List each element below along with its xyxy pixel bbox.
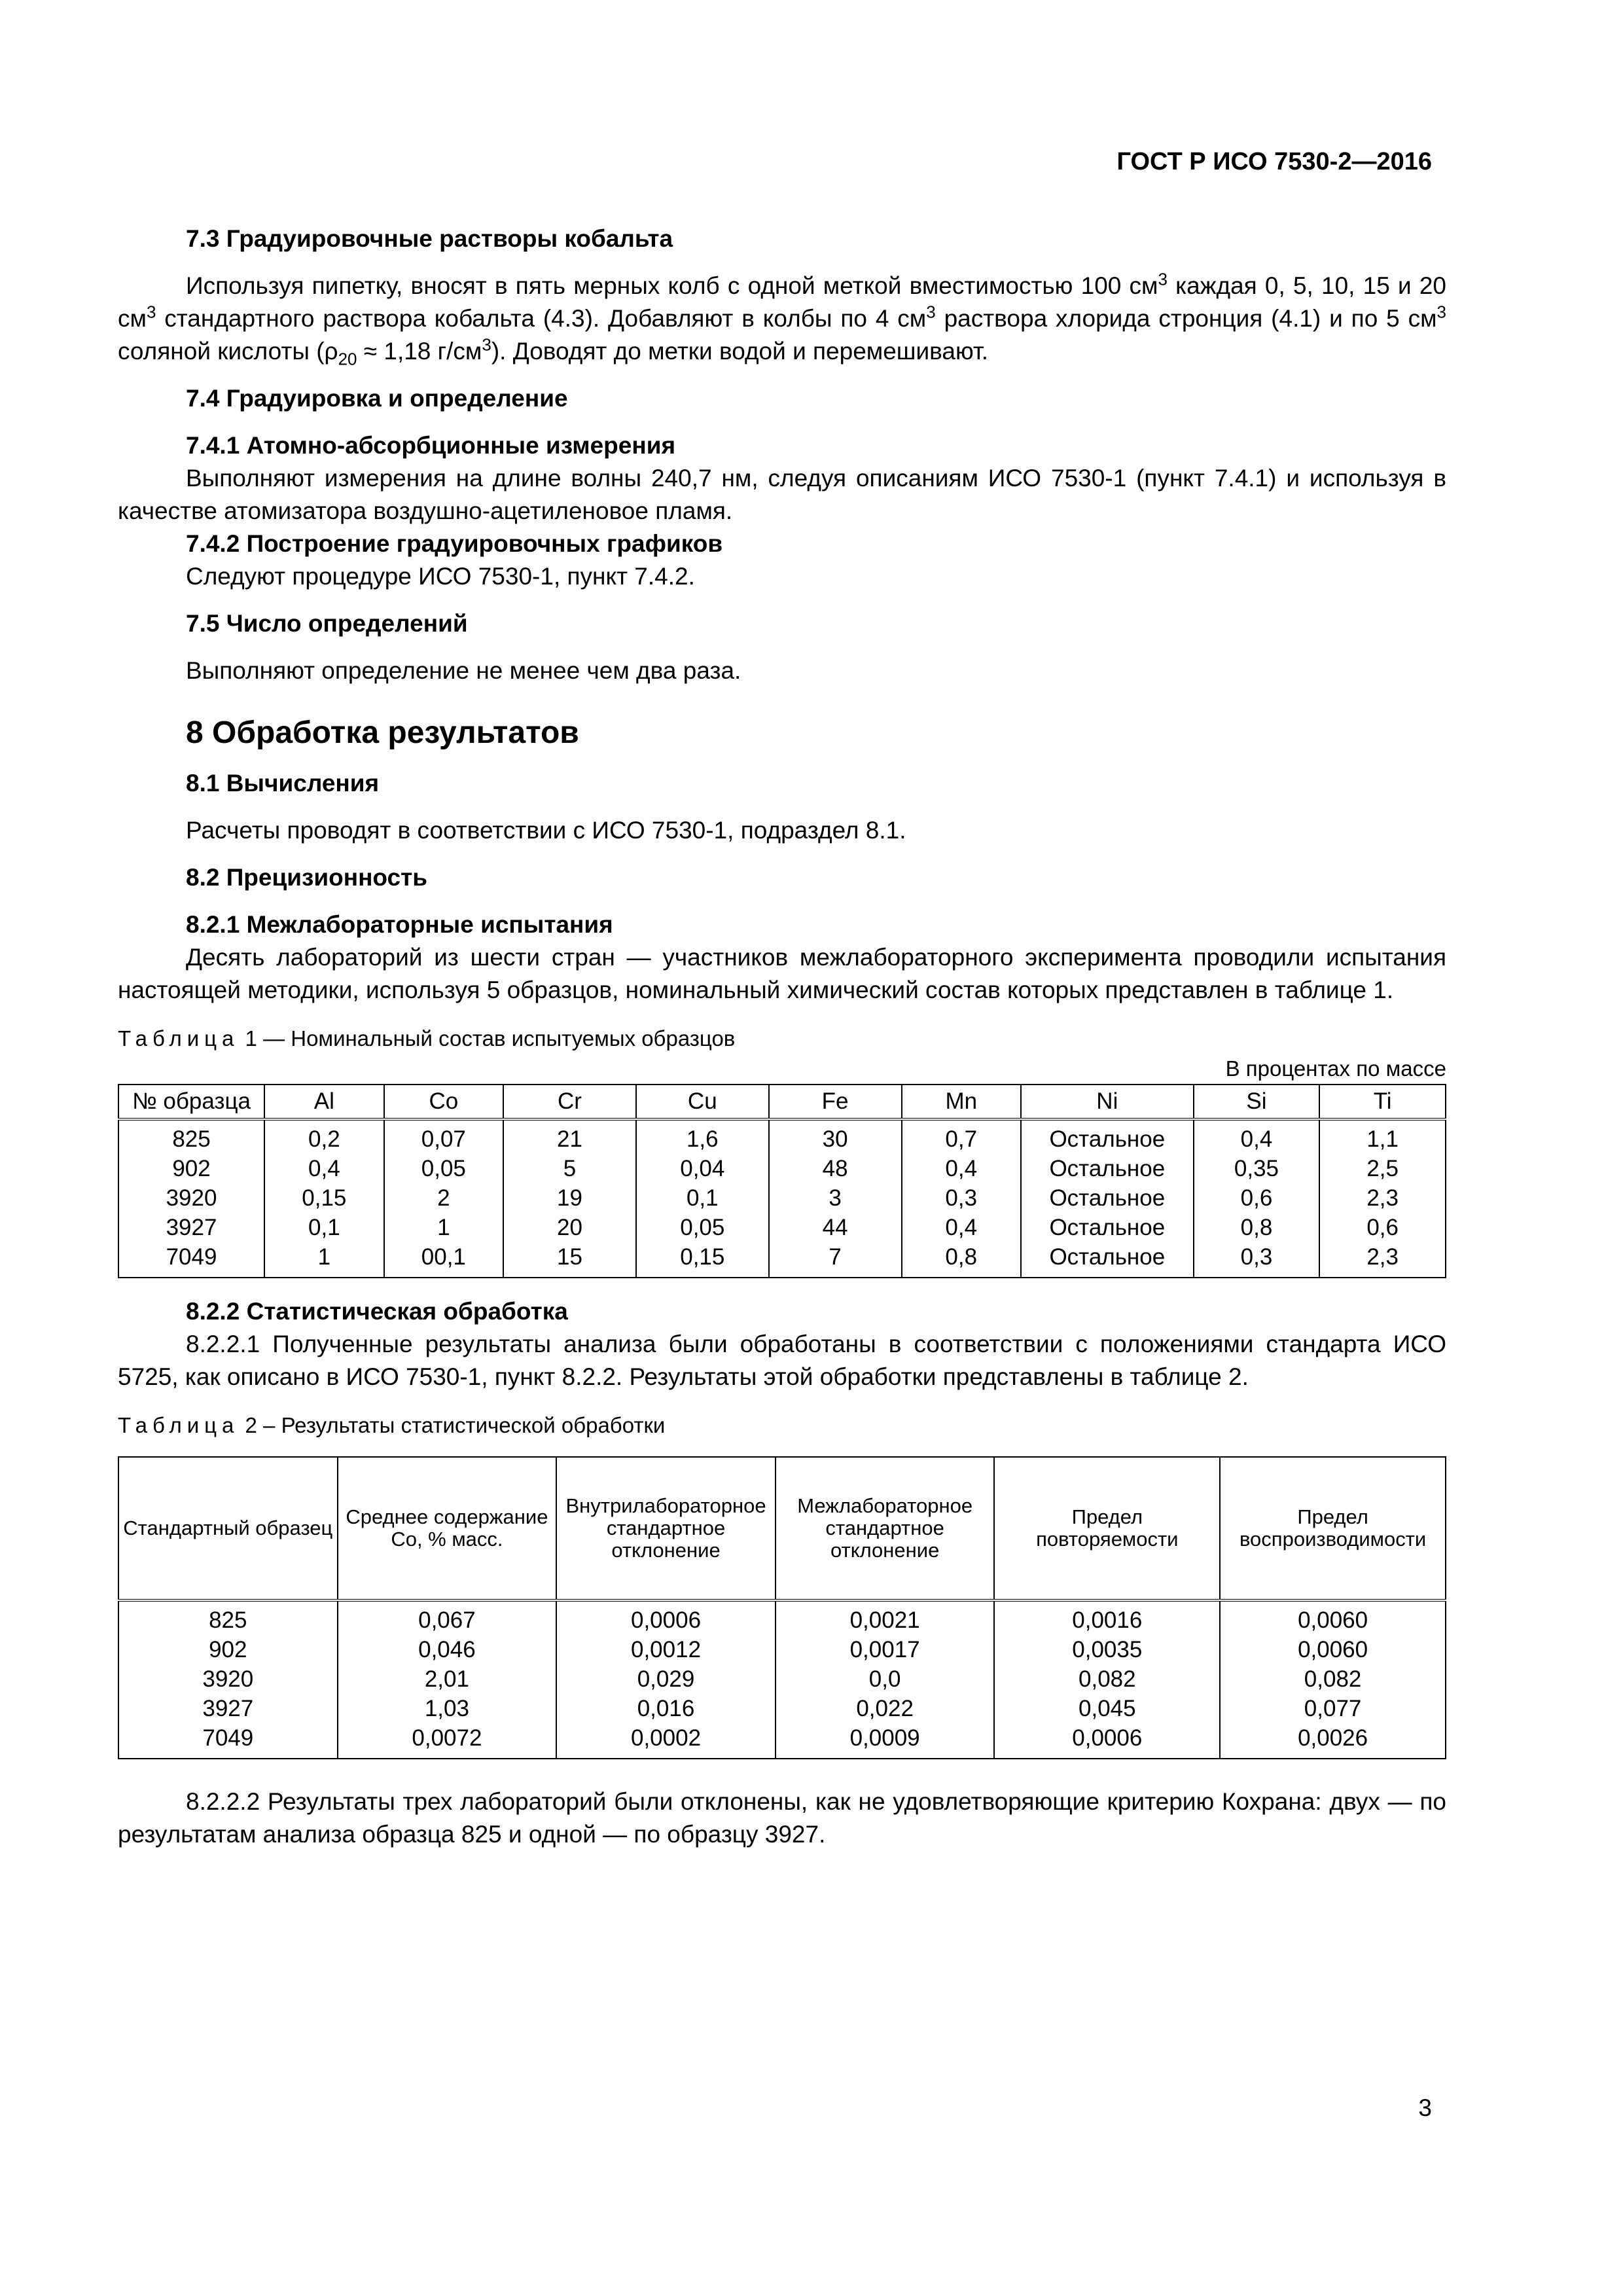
table-cell: 0,082 (1220, 1664, 1446, 1694)
table-row (118, 1213, 1446, 1242)
table-1 (118, 1084, 1446, 1278)
section-7-5-text: Выполняют определение не менее чем два раза. (186, 657, 741, 684)
table-cell: 0,05 (636, 1213, 769, 1242)
table-1-header-cell: Co (384, 1085, 504, 1119)
section-7-4-title: 7.4 Градуировка и определение (186, 385, 568, 412)
table-2-caption: Таблица 2 – Результаты статистической обработки (118, 1413, 666, 1437)
table-cell: 0,6 (1194, 1183, 1320, 1213)
table-cell: 0,4 (264, 1154, 384, 1183)
table-cell: 0,067 (338, 1600, 557, 1635)
table-2-header-cell: Предел воспроизводимости (1220, 1457, 1446, 1600)
table-cell: 0,2 (264, 1119, 384, 1154)
table-cell: 0,3 (902, 1183, 1022, 1213)
table-cell: 0,0006 (556, 1600, 776, 1635)
table-cell: 0,022 (776, 1694, 995, 1723)
table-cell: 19 (503, 1183, 636, 1213)
table-row (118, 1154, 1446, 1183)
table-cell: 0,0009 (776, 1723, 995, 1759)
table-cell: 0,0 (776, 1664, 995, 1694)
table-cell: 0,0016 (994, 1600, 1220, 1635)
table-1-caption: Таблица 1 — Номинальный состав испытуемых образцов (118, 1026, 736, 1050)
table-cell: 20 (503, 1213, 636, 1242)
table-row (118, 1723, 1446, 1759)
table-cell: Остальное (1021, 1119, 1194, 1154)
table-cell: 7 (769, 1242, 902, 1278)
page-number: 3 (1418, 2094, 1432, 2121)
table-cell: 0,082 (994, 1664, 1220, 1694)
table-row (118, 1694, 1446, 1723)
table-1-units: В процентах по массе (1225, 1056, 1446, 1081)
document-body (118, 223, 1446, 1851)
table-1-header-cell: Si (1194, 1085, 1320, 1119)
section-7-4-1-text: Выполняют измерения на длине волны 240,7 нм, следуя описаниям ИСО 7530-1 (пункт 7.4.1) и используя в качестве атомизатора воздушно-ацетиленовое пламя. (118, 465, 1446, 524)
table-cell: 825 (118, 1119, 264, 1154)
table-1-header-cell: Ti (1319, 1085, 1446, 1119)
table-cell: 0,8 (902, 1242, 1022, 1278)
table-cell: Остальное (1021, 1183, 1194, 1213)
section-8-2-2-2-text: 8.2.2.2 Результаты трех лабораторий были отклонены, как не удовлетворяющие критерию Кохрана: двух — по результатам анализа образца 825 и одной — по образцу 3927. (118, 1788, 1446, 1848)
table-2 (118, 1456, 1446, 1759)
table-row (118, 1664, 1446, 1694)
table-cell: Остальное (1021, 1213, 1194, 1242)
table-cell: 0,1 (636, 1183, 769, 1213)
section-7-3-title: 7.3 Градуировочные растворы кобальта (186, 225, 673, 252)
table-cell: 0,0021 (776, 1600, 995, 1635)
table-cell: 0,0072 (338, 1723, 557, 1759)
section-7-3-paragraph: Используя пипетку, вносят в пять мерных колб с одной меткой вместимостью 100 $см^3$ каждая 0, 5, 10, 15 и 20 $см^3$ стандартного раствора кобальта (4.3). Добавляют в колбы по 4 $см^3$ раствора хлорида стронция (4.1) и по 5 $см^3$ соляной кислоты ($\rho_{20} \approx 1,18$ $г/см^3$). Доводят до метки водой и перемешивают. (118, 269, 1446, 369)
table-cell: 3927 (118, 1213, 264, 1242)
table-cell: 902 (118, 1154, 264, 1183)
table-cell: 0,4 (902, 1154, 1022, 1183)
table-row (118, 1242, 1446, 1278)
table-cell: 0,3 (1194, 1242, 1320, 1278)
table-1-header-cell: Mn (902, 1085, 1022, 1119)
table-cell: Остальное (1021, 1242, 1194, 1278)
table-cell: 2,3 (1319, 1242, 1446, 1278)
table-2-header-cell: Стандартный образец (118, 1457, 338, 1600)
table-cell: 2,3 (1319, 1183, 1446, 1213)
table-cell: 0,0002 (556, 1723, 776, 1759)
table-1-header-cell: № образца (118, 1085, 264, 1119)
table-cell: 3920 (118, 1183, 264, 1213)
table-cell: 0,15 (264, 1183, 384, 1213)
table-cell: 0,4 (902, 1213, 1022, 1242)
table-row (118, 1119, 1446, 1154)
table-cell: 0,04 (636, 1154, 769, 1183)
section-8-2-1-title: 8.2.1 Межлабораторные испытания (186, 911, 613, 938)
table-cell: 0,0026 (1220, 1723, 1446, 1759)
table-cell: 0,15 (636, 1242, 769, 1278)
table-cell: 5 (503, 1154, 636, 1183)
table-cell: 21 (503, 1119, 636, 1154)
table-cell: 1,6 (636, 1119, 769, 1154)
table-cell: 0,7 (902, 1119, 1022, 1154)
table-cell: 0,0060 (1220, 1600, 1446, 1635)
section-8-1-title: 8.1 Вычисления (186, 770, 380, 797)
table-1-header-cell: Fe (769, 1085, 902, 1119)
table-row (118, 1635, 1446, 1664)
table-cell: 0,6 (1319, 1213, 1446, 1242)
table-cell: 0,046 (338, 1635, 557, 1664)
table-cell: 0,0012 (556, 1635, 776, 1664)
section-8-2-2-1-text: 8.2.2.1 Полученные результаты анализа были обработаны в соответствии с положениями стандарта ИСО 5725, как описано в ИСО 7530-1, пункт 8.2.2. Результаты этой обработки представлены в таблице 2. (118, 1331, 1446, 1390)
table-cell: 902 (118, 1635, 338, 1664)
table-cell: 0,1 (264, 1213, 384, 1242)
table-1-header-cell: Al (264, 1085, 384, 1119)
table-cell: 0,029 (556, 1664, 776, 1694)
document-header: ГОСТ Р ИСО 7530-2—2016 (1116, 148, 1432, 175)
table-cell: 0,045 (994, 1694, 1220, 1723)
table-2-header-cell: Межлабораторное стандартное отклонение (776, 1457, 995, 1600)
table-cell: 0,0006 (994, 1723, 1220, 1759)
table-cell: 3 (769, 1183, 902, 1213)
table-2-header-row (118, 1457, 1446, 1600)
table-cell: 0,05 (384, 1154, 504, 1183)
table-cell: 2,01 (338, 1664, 557, 1694)
table-1-header-cell: Cr (503, 1085, 636, 1119)
table-2-header-cell: Внутрилабораторное стандартное отклонение (556, 1457, 776, 1600)
section-7-4-2-text: Следуют процедуре ИСО 7530-1, пункт 7.4.2. (186, 563, 695, 590)
table-cell: 3927 (118, 1694, 338, 1723)
table-cell: 2,5 (1319, 1154, 1446, 1183)
section-8-2-title: 8.2 Прецизионность (186, 864, 427, 891)
table-cell: Остальное (1021, 1154, 1194, 1183)
section-8-title: 8 Обработка результатов (186, 715, 579, 750)
table-1-header-cell: Cu (636, 1085, 769, 1119)
table-cell: 1 (384, 1213, 504, 1242)
section-7-4-2-title: 7.4.2 Построение градуировочных графиков (186, 530, 723, 557)
table-1-header-row (118, 1085, 1446, 1119)
table-cell: 0,077 (1220, 1694, 1446, 1723)
table-cell: 0,0035 (994, 1635, 1220, 1664)
table-2-header-cell: Среднее содержание Co, % масс. (338, 1457, 557, 1600)
table-cell: 2 (384, 1183, 504, 1213)
section-7-5-title: 7.5 Число определений (186, 610, 468, 637)
table-row (118, 1183, 1446, 1213)
table-cell: 0,8 (1194, 1213, 1320, 1242)
table-cell: 0,07 (384, 1119, 504, 1154)
table-cell: 0,4 (1194, 1119, 1320, 1154)
table-cell: 15 (503, 1242, 636, 1278)
table-cell: 7049 (118, 1242, 264, 1278)
table-cell: 0,0017 (776, 1635, 995, 1664)
table-cell: 7049 (118, 1723, 338, 1759)
table-cell: 0,016 (556, 1694, 776, 1723)
table-cell: 30 (769, 1119, 902, 1154)
section-8-2-2-title: 8.2.2 Статистическая обработка (186, 1298, 568, 1325)
table-cell: 0,0060 (1220, 1635, 1446, 1664)
table-cell: 00,1 (384, 1242, 504, 1278)
section-7-4-1-title: 7.4.1 Атомно-абсорбционные измерения (186, 432, 676, 459)
table-1-header-cell: Ni (1021, 1085, 1194, 1119)
section-8-1-text: Расчеты проводят в соответствии с ИСО 7530-1, подраздел 8.1. (186, 817, 906, 844)
table-cell: 48 (769, 1154, 902, 1183)
table-cell: 825 (118, 1600, 338, 1635)
table-cell: 3920 (118, 1664, 338, 1694)
table-cell: 44 (769, 1213, 902, 1242)
table-2-header-cell: Предел повторяемости (994, 1457, 1220, 1600)
table-cell: 1,1 (1319, 1119, 1446, 1154)
table-cell: 1 (264, 1242, 384, 1278)
table-cell: 1,03 (338, 1694, 557, 1723)
table-row (118, 1600, 1446, 1635)
table-cell: 0,35 (1194, 1154, 1320, 1183)
section-8-2-1-text: Десять лабораторий из шести стран — участников межлабораторного эксперимента проводили испытания настоящей методики, используя 5 образцов, номинальный химический состав которых представлен в таблице 1. (118, 944, 1446, 1003)
